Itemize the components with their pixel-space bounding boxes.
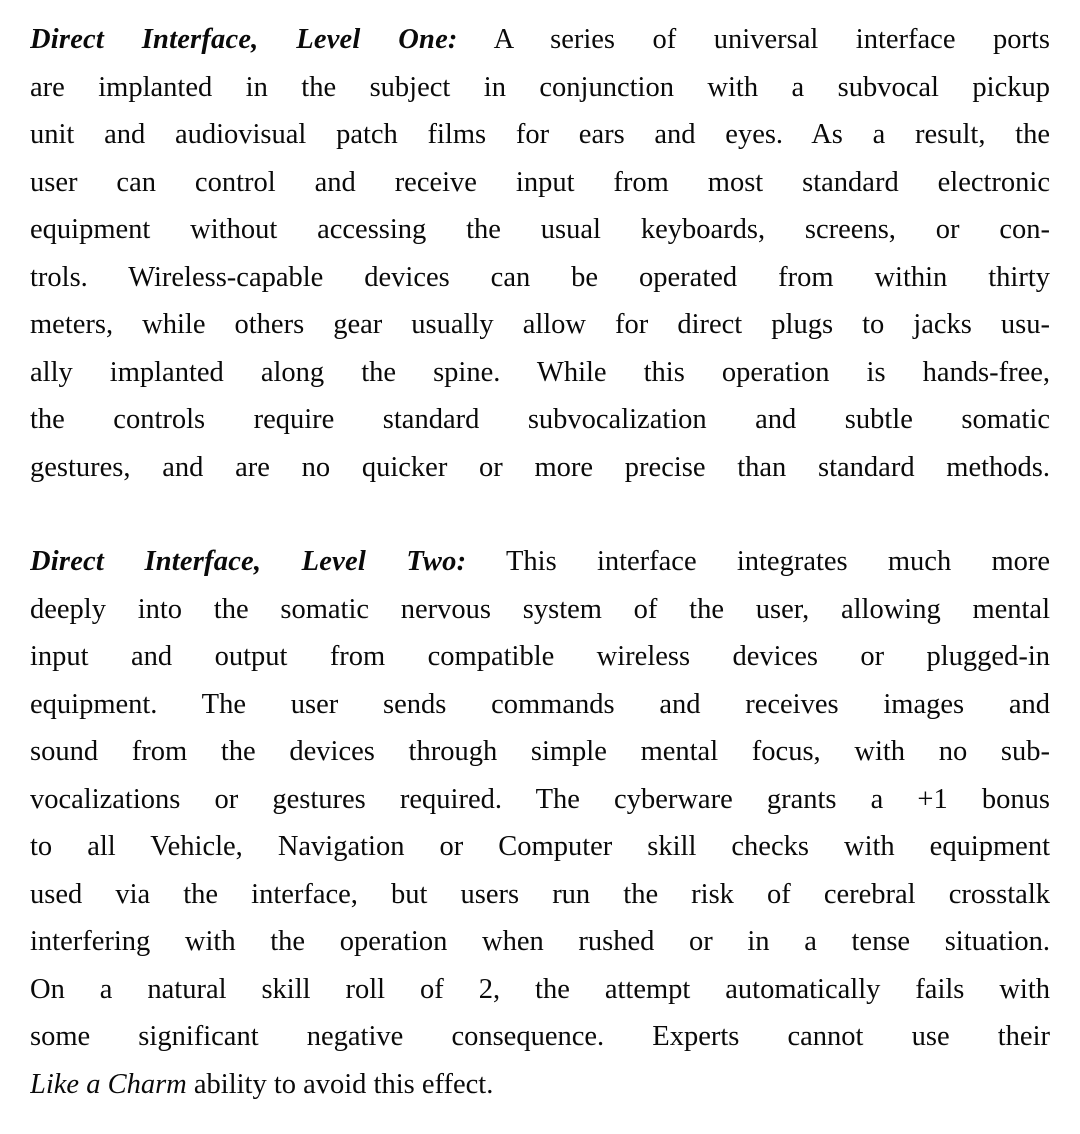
text-line	[30, 159, 1050, 207]
text-run: used via the interface, but users run the risk of cerebral crosstalk	[30, 878, 1050, 910]
text-run: input and output from compatible wireless devices or plugged-in	[30, 641, 1050, 672]
text-run: ability to avoid this effect.	[186, 1068, 494, 1100]
text-run: trols. Wireless-capable devices can be operated from within thirty	[30, 261, 1050, 293]
text-line	[30, 301, 1050, 349]
text-run: vocalizations or gestures required. The cyberware grants a +1 bonus	[30, 783, 1050, 815]
text-run: are implanted in the subject in conjunction with a subvocal pickup	[30, 71, 1050, 103]
paragraph-direct-interface-level-two	[30, 538, 1050, 1108]
text-line	[30, 444, 1050, 492]
text-run: interfering with the operation when rushed or in a tense situation.	[30, 926, 1050, 957]
entry-heading: Direct Interface, Level Two:	[30, 546, 467, 577]
text-line	[30, 349, 1050, 397]
text-run: some significant negative consequence. Experts cannot use their	[30, 1021, 1050, 1052]
text-line	[30, 918, 1050, 966]
text-line	[30, 728, 1050, 776]
text-line	[30, 16, 1050, 64]
text-line	[30, 586, 1050, 634]
text-line	[30, 1013, 1050, 1061]
text-line	[30, 681, 1050, 729]
entry-heading: Direct Interface, Level One:	[30, 24, 458, 55]
text-run: deeply into the somatic nervous system of the user, allowing mental	[30, 593, 1050, 625]
text-run: ally implanted along the spine. While this operation is hands-free,	[30, 356, 1050, 388]
text-run: to all Vehicle, Navigation or Computer skill checks with equipment	[30, 831, 1050, 862]
text-line	[30, 633, 1050, 681]
text-line	[30, 206, 1050, 254]
text-line	[30, 538, 1050, 586]
text-line	[30, 871, 1050, 919]
text-line	[30, 823, 1050, 871]
text-line	[30, 1061, 1050, 1109]
text-run: On a natural skill roll of 2, the attempt automatically fails with	[30, 973, 1050, 1005]
text-line	[30, 966, 1050, 1014]
text-run: gestures, and are no quicker or more precise than standard methods.	[30, 451, 1050, 483]
text-run: sound from the devices through simple mental focus, with no sub-	[30, 736, 1050, 767]
text-run: A series of universal interface ports	[457, 24, 1050, 55]
text-run: user can control and receive input from most standard electronic	[30, 166, 1050, 198]
text-run: equipment. The user sends commands and receives images and	[30, 688, 1050, 720]
text-run: This interface integrates much more	[466, 546, 1050, 577]
text-line	[30, 111, 1050, 159]
text-run: meters, while others gear usually allow for direct plugs to jacks usu-	[30, 309, 1050, 340]
text-line	[30, 776, 1050, 824]
text-run: equipment without accessing the usual keyboards, screens, or con-	[30, 214, 1050, 245]
italic-phrase: Like a Charm	[30, 1068, 187, 1100]
text-run: the controls require standard subvocalization and subtle somatic	[30, 404, 1050, 435]
text-run: unit and audiovisual patch films for ears and eyes. As a result, the	[30, 119, 1050, 150]
text-line	[30, 396, 1050, 444]
paragraph-direct-interface-level-one	[30, 16, 1050, 491]
text-line	[30, 254, 1050, 302]
text-line	[30, 64, 1050, 112]
